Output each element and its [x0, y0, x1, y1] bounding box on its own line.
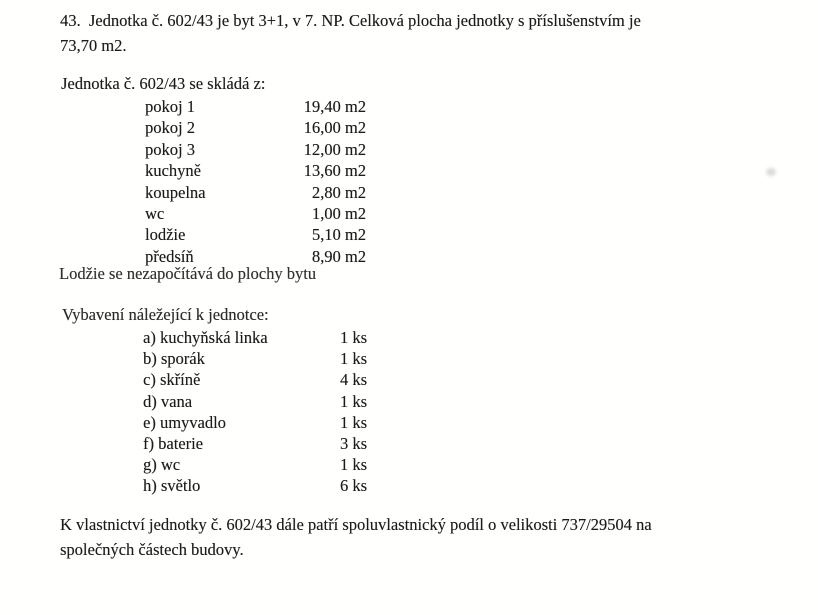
- table-row: [143, 412, 367, 433]
- equipment-count: 1 ks: [339, 349, 367, 369]
- intro-line-1: 43. Jednotka č. 602/43 je byt 3+1, v 7. NP. Celková plocha jednotky s příslušenstvím je: [60, 11, 641, 30]
- equipment-label: d) vana: [143, 391, 193, 411]
- ownership-line-2: společných částech budovy.: [60, 540, 244, 559]
- intro-paragraph: [60, 8, 641, 58]
- equipment-label: f) baterie: [143, 433, 203, 453]
- table-row: [143, 454, 367, 475]
- equipment-label: e) umyvadlo: [143, 412, 226, 432]
- equipment-heading: Vybavení náležející k jednotce:: [62, 305, 269, 324]
- ownership-line-1: K vlastnictví jednotky č. 602/43 dále patří spoluvlastnický podíl o velikosti 737/29504 na: [60, 515, 652, 534]
- loggia-note: Lodžie se nezapočítává do plochy bytu: [59, 264, 317, 283]
- equipment-label: b) sporák: [143, 349, 205, 369]
- room-area: 19,40 m2: [303, 97, 366, 116]
- table-row: [145, 160, 366, 181]
- table-row: [145, 182, 366, 203]
- room-area: 12,00 m2: [303, 139, 366, 159]
- equipment-count: 3 ks: [339, 433, 367, 453]
- table-row: [143, 391, 367, 412]
- room-area: 16,00 m2: [303, 118, 366, 138]
- table-row: [143, 369, 367, 390]
- intro-line-2: 73,70 m2.: [60, 36, 127, 55]
- table-row: [145, 96, 366, 117]
- room-area: 13,60 m2: [303, 161, 366, 181]
- table-row: [143, 348, 367, 369]
- table-row: [143, 327, 367, 348]
- room-name: pokoj 3: [145, 139, 195, 159]
- table-row: [145, 139, 366, 160]
- room-name: koupelna: [145, 182, 206, 202]
- room-name: předsíň: [145, 246, 194, 266]
- equipment-count: 1 ks: [339, 328, 367, 347]
- equipment-table: [143, 327, 367, 497]
- composition-heading: Jednotka č. 602/43 se skládá z:: [61, 74, 266, 93]
- room-name: lodžie: [145, 225, 186, 245]
- table-row: [145, 203, 366, 224]
- room-area: 1,00 m2: [311, 203, 366, 223]
- room-name: wc: [145, 203, 165, 223]
- rooms-table: [145, 96, 366, 267]
- equipment-label: h) světlo: [143, 476, 201, 496]
- room-name: pokoj 1: [145, 97, 195, 116]
- room-area: 8,90 m2: [311, 246, 366, 266]
- ownership-paragraph: [60, 512, 652, 562]
- equipment-count: 1 ks: [339, 391, 367, 411]
- table-row: [145, 224, 366, 245]
- equipment-count: 4 ks: [339, 370, 367, 390]
- equipment-label: g) wc: [143, 455, 181, 475]
- equipment-count: 1 ks: [339, 412, 367, 432]
- equipment-label: c) skříně: [143, 370, 201, 390]
- room-area: 2,80 m2: [311, 182, 366, 202]
- equipment-count: 1 ks: [339, 455, 367, 475]
- scan-speck-artifact: [766, 168, 776, 176]
- equipment-count: 6 ks: [339, 476, 367, 496]
- table-row: [145, 117, 366, 138]
- room-name: pokoj 2: [145, 118, 195, 138]
- table-row: [143, 433, 367, 454]
- room-area: 5,10 m2: [311, 225, 366, 245]
- equipment-label: a) kuchyňská linka: [143, 328, 268, 347]
- room-name: kuchyně: [145, 161, 201, 181]
- table-row: [143, 475, 367, 496]
